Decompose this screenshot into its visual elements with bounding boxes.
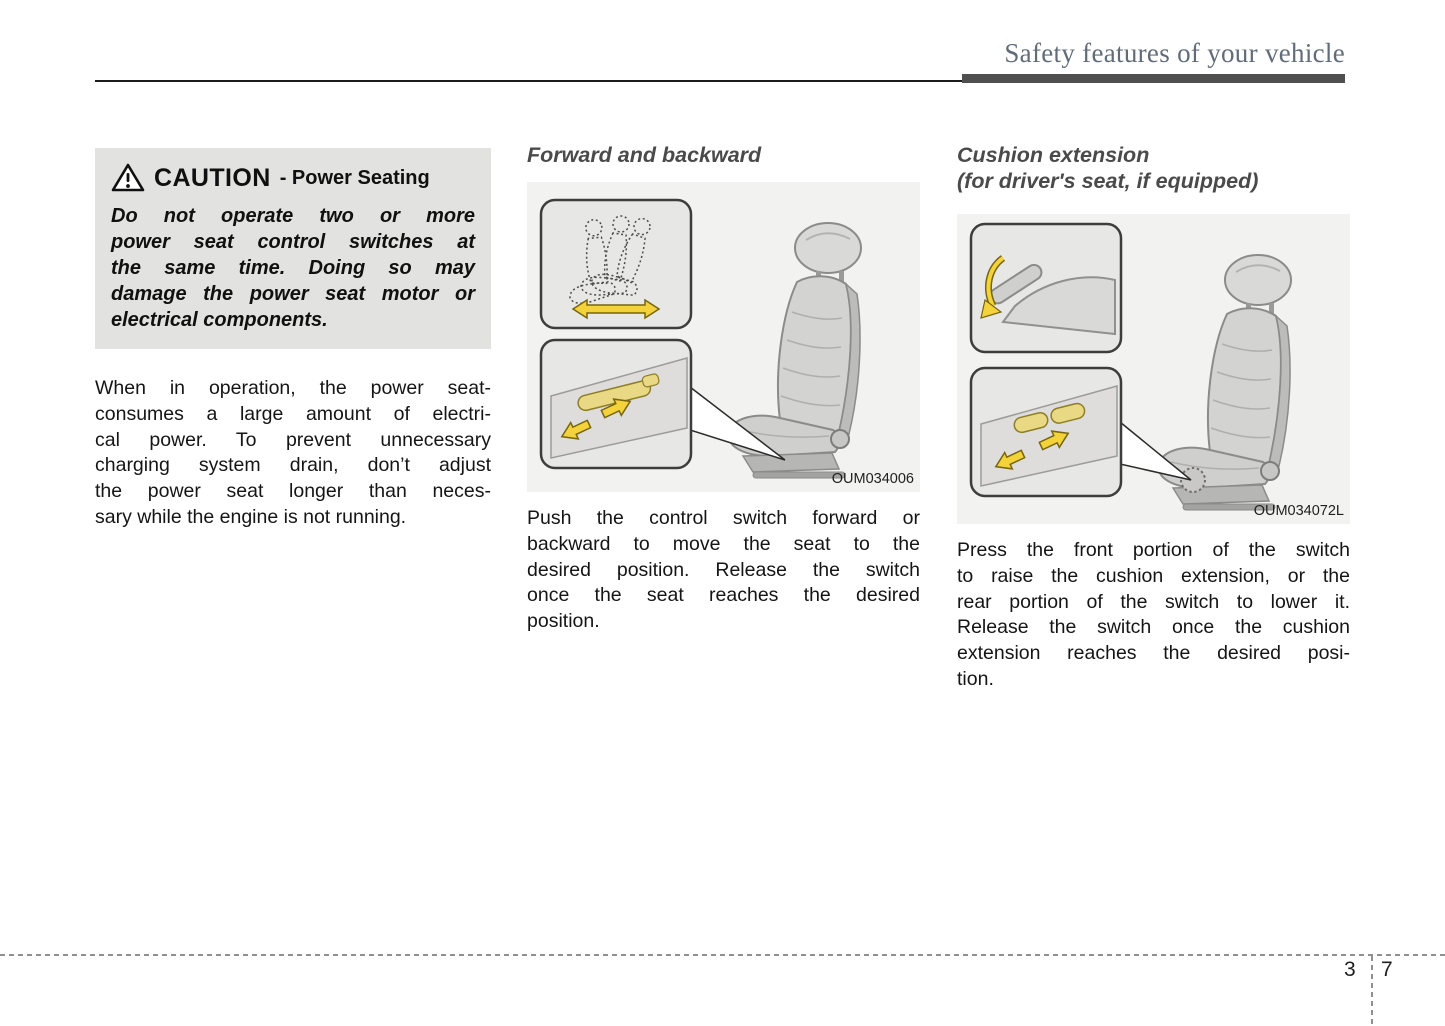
caution-title: CAUTION [154, 163, 271, 192]
forward-backward-figure [527, 182, 920, 492]
heading-line-1: Cushion extension [957, 143, 1150, 167]
left-column [95, 148, 491, 531]
footer-page-number: 7 [1381, 958, 1393, 981]
page-header-title: Safety features of your vehicle [1004, 38, 1345, 68]
footer-section-number: 3 [1344, 958, 1356, 981]
figure-code-caption: OUM034072L [1253, 503, 1344, 519]
section-heading-forward-backward: Forward and backward [527, 143, 762, 167]
header-rule-thick [962, 74, 1345, 83]
warning-triangle-icon [111, 163, 145, 193]
footer-vertical-dashed-rule [1371, 956, 1373, 1026]
cushion-extension-adjuster [1181, 468, 1205, 492]
cushion-extension-figure [957, 214, 1350, 524]
middle-paragraph: Push the control switch forward or backward to move the seat to the desired position. Release the switch once the seat reaches the desired position. [527, 507, 920, 633]
heading-line-2: (for driver's seat, if equipped) [957, 169, 1259, 193]
right-column [957, 142, 1350, 693]
left-paragraph: When in operation, the power seat- consumes a large amount of electri- cal power. To prevent unnecessary charging system drain, don’t adjust the power seat longer than neces- sary while the engine is not running. [95, 377, 491, 528]
figure-code-caption: OUM034006 [831, 471, 914, 487]
footer-dashed-rule [0, 954, 1445, 956]
middle-column [527, 142, 920, 635]
section-heading-cushion-extension [957, 142, 1350, 194]
cushion-extension-figure-art [957, 214, 1350, 524]
caution-body-text: Do not operate two or more power seat control switches at the same time. Doing so may damage the power seat motor or electrical components. [111, 205, 475, 331]
forward-backward-figure-art [527, 182, 920, 492]
right-paragraph: Press the front portion of the switch to raise the cushion extension, or the rear portion of the switch to lower it. Release the switch once the cushion extension reaches the desired posi- tion. [957, 539, 1350, 690]
caution-header [111, 163, 475, 193]
caution-subtitle: - Power Seating [279, 166, 430, 189]
caution-box [95, 148, 491, 349]
